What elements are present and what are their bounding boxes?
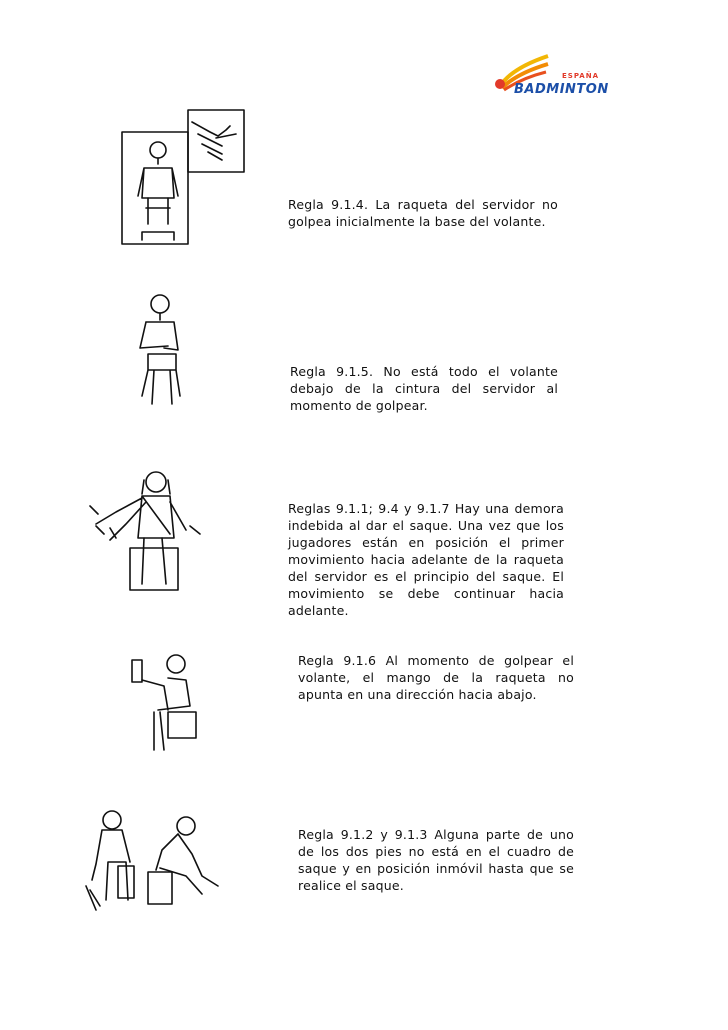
figure-rule-9-1-6 (128, 650, 200, 754)
rule-text-9-1-4: Regla 9.1.4. La raqueta del servidor no golpea inicialmente la base del volante. (288, 197, 558, 229)
rule-text-9-1-5: Regla 9.1.5. No está todo el volante debajo de la cintura del servidor al momento de golpear. (290, 364, 558, 413)
rule-text-9-1-1: Reglas 9.1.1; 9.4 y 9.1.7 Hay una demora indebida al dar el saque. Una vez que los jugadores están en posición el primer movimiento hacia adelante de la raqueta del servidor es el principio del saque. El movimiento se debe continuar hacia adelante. (288, 501, 564, 618)
logo-brand-text: BADMINTON (514, 82, 609, 97)
figure-rule-9-1-5 (128, 292, 188, 412)
figure-rule-9-1-2 (82, 806, 222, 914)
rule-text-9-1-6: Regla 9.1.6 Al momento de golpear el volante, el mango de la raqueta no apunta en una dirección hacia abajo. (298, 653, 574, 702)
figure-rule-9-1-1 (86, 468, 208, 596)
logo-country-text: ESPAÑA (562, 72, 600, 80)
badminton-espana-logo (490, 52, 610, 104)
rule-text-9-1-2: Regla 9.1.2 y 9.1.3 Alguna parte de uno de los dos pies no está en el cuadro de saque y en posición inmóvil hasta que se realice el saque. (298, 827, 574, 893)
figure-rule-9-1-4 (118, 108, 248, 248)
